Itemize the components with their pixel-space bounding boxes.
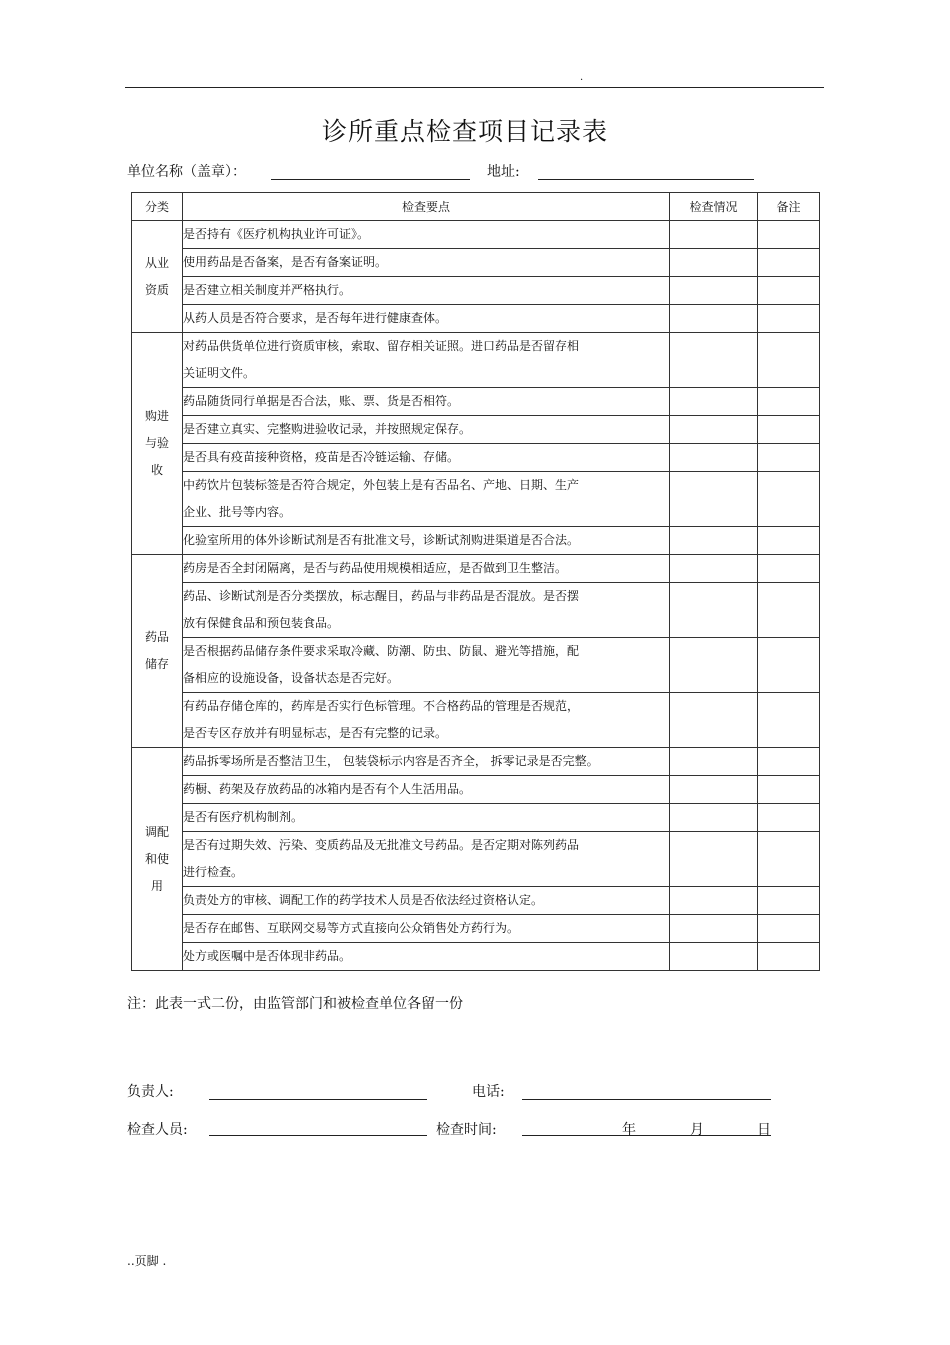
check-point-text: 药橱、药架及存放药品的冰箱内是否有个人生活用品。 xyxy=(183,782,472,796)
remarks-cell[interactable] xyxy=(758,221,820,249)
check-point-cell xyxy=(183,555,670,583)
check-point-text: 使用药品是否备案，是否有备案证明。 xyxy=(183,255,388,269)
check-point-cell xyxy=(183,277,670,305)
remarks-cell[interactable] xyxy=(758,249,820,277)
remarks-cell[interactable] xyxy=(758,804,820,832)
check-point-text: 是否建立相关制度并严格执行。 xyxy=(183,283,352,297)
table-row xyxy=(132,472,820,527)
check-point-cell xyxy=(183,693,670,748)
remarks-cell[interactable] xyxy=(758,444,820,472)
check-point-text: 关证明文件。 xyxy=(183,366,256,380)
inspection-time-label: 检查时间: xyxy=(436,1122,497,1138)
unit-name-field[interactable] xyxy=(271,179,470,180)
check-status-cell[interactable] xyxy=(670,444,758,472)
check-status-cell[interactable] xyxy=(670,776,758,804)
remarks-cell[interactable] xyxy=(758,693,820,748)
check-point-cell xyxy=(183,748,670,776)
year-label: 年 xyxy=(622,1122,636,1138)
remarks-cell[interactable] xyxy=(758,305,820,333)
check-point-text: 是否有医疗机构制剂。 xyxy=(183,810,304,824)
table-row xyxy=(132,776,820,804)
check-status-cell[interactable] xyxy=(670,333,758,388)
check-point-text: 中药饮片包装标签是否符合规定，外包装上是有否品名、产地、日期、生产 xyxy=(183,478,580,492)
check-point-cell xyxy=(183,444,670,472)
check-point-text: 放有保健食品和预包装食品。 xyxy=(183,616,340,630)
table-row xyxy=(132,748,820,776)
check-point-text: 进行检查。 xyxy=(183,865,244,879)
check-status-cell[interactable] xyxy=(670,804,758,832)
check-point-cell xyxy=(183,638,670,693)
address-field[interactable] xyxy=(538,179,754,180)
phone-label: 电话: xyxy=(472,1084,505,1100)
check-status-cell[interactable] xyxy=(670,638,758,693)
category-cell xyxy=(132,748,183,971)
table-row xyxy=(132,277,820,305)
check-point-text: 是否专区存放并有明显标志，是否有完整的记录。 xyxy=(183,726,448,740)
check-point-cell xyxy=(183,416,670,444)
category-text: 用 xyxy=(150,878,163,893)
remarks-cell[interactable] xyxy=(758,638,820,693)
check-point-text: 是否存在邮售、互联网交易等方式直接向公众销售处方药行为。 xyxy=(183,921,520,935)
check-point-text: 是否持有《医疗机构执业许可证》。 xyxy=(183,227,370,241)
category-cell xyxy=(132,555,183,748)
check-point-cell xyxy=(183,943,670,971)
check-point-text: 是否根据药品储存条件要求采取冷藏、防潮、防虫、防鼠、避光等措施，配 xyxy=(183,644,580,658)
check-point-text: 药品随货同行单据是否合法，账、票、货是否相符。 xyxy=(183,394,460,408)
check-point-text: 药品拆零场所是否整洁卫生， 包装袋标示内容是否齐全， 拆零记录是否完整。 xyxy=(183,754,599,768)
table-header-row xyxy=(132,193,820,221)
check-status-cell[interactable] xyxy=(670,748,758,776)
check-status-cell[interactable] xyxy=(670,915,758,943)
check-point-cell xyxy=(183,333,670,388)
check-point-cell xyxy=(183,472,670,527)
check-point-text: 是否具有疫苗接种资格，疫苗是否冷链运输、存储。 xyxy=(183,450,460,464)
check-point-cell xyxy=(183,915,670,943)
check-status-cell[interactable] xyxy=(670,416,758,444)
table-row xyxy=(132,221,820,249)
check-status-cell[interactable] xyxy=(670,943,758,971)
unit-name-label: 单位名称（盖章）： xyxy=(127,164,246,180)
page-title: 诊所重点检查项目记录表 xyxy=(321,117,608,146)
category-text: 收 xyxy=(150,463,163,477)
table-row xyxy=(132,693,820,748)
remarks-cell[interactable] xyxy=(758,915,820,943)
responsible-field[interactable] xyxy=(209,1099,427,1100)
category-cell xyxy=(132,221,183,333)
phone-field[interactable] xyxy=(522,1099,771,1100)
check-status-cell[interactable] xyxy=(670,555,758,583)
header-mark: . xyxy=(580,72,584,83)
remarks-cell[interactable] xyxy=(758,555,820,583)
table-row xyxy=(132,943,820,971)
category-text: 储存 xyxy=(144,657,169,671)
table-row xyxy=(132,305,820,333)
check-status-cell[interactable] xyxy=(670,277,758,305)
category-text: 与验 xyxy=(144,436,169,450)
check-point-cell xyxy=(183,388,670,416)
remarks-cell[interactable] xyxy=(758,748,820,776)
table-row xyxy=(132,333,820,388)
check-point-cell xyxy=(183,527,670,555)
check-status-cell[interactable] xyxy=(670,832,758,887)
page-footer: ..页脚 . xyxy=(127,1254,167,1268)
remarks-cell[interactable] xyxy=(758,887,820,915)
table-row xyxy=(132,388,820,416)
header-rule xyxy=(125,87,824,88)
month-label: 月 xyxy=(690,1122,704,1138)
check-point-text: 处方或医嘱中是否体现非药品。 xyxy=(183,949,352,963)
check-point-cell xyxy=(183,887,670,915)
category-text: 从业 xyxy=(144,255,169,270)
check-point-cell xyxy=(183,249,670,277)
check-point-text: 化验室所用的体外诊断试剂是否有批准文号，诊断试剂购进渠道是否合法。 xyxy=(183,533,580,547)
check-status-cell[interactable] xyxy=(670,887,758,915)
check-point-text: 对药品供货单位进行资质审核，索取、留存相关证照。进口药品是否留存相 xyxy=(183,339,580,353)
remarks-cell[interactable] xyxy=(758,416,820,444)
table-row xyxy=(132,416,820,444)
check-status-cell[interactable] xyxy=(670,221,758,249)
check-status-cell[interactable] xyxy=(670,388,758,416)
inspector-label: 检查人员: xyxy=(127,1122,188,1138)
check-point-text: 企业、批号等内容。 xyxy=(183,505,292,519)
table-row xyxy=(132,638,820,693)
header-check-points: 检查要点 xyxy=(183,193,670,221)
remarks-cell[interactable] xyxy=(758,776,820,804)
table-row xyxy=(132,887,820,915)
check-point-cell xyxy=(183,305,670,333)
table-row xyxy=(132,832,820,887)
category-text: 资质 xyxy=(144,282,169,297)
category-cell xyxy=(132,333,183,555)
table-row xyxy=(132,249,820,277)
table-row xyxy=(132,444,820,472)
check-point-cell xyxy=(183,832,670,887)
check-point-cell xyxy=(183,583,670,638)
remarks-cell[interactable] xyxy=(758,388,820,416)
check-status-cell[interactable] xyxy=(670,583,758,638)
check-point-text: 备相应的设施设备，设备状态是否完好。 xyxy=(183,671,400,685)
remarks-cell[interactable] xyxy=(758,527,820,555)
check-point-cell xyxy=(183,776,670,804)
remarks-cell[interactable] xyxy=(758,472,820,527)
inspector-field[interactable] xyxy=(209,1135,427,1136)
check-point-cell xyxy=(183,804,670,832)
check-status-cell[interactable] xyxy=(670,249,758,277)
check-status-cell[interactable] xyxy=(670,527,758,555)
check-point-text: 从药人员是否符合要求，是否每年进行健康查体。 xyxy=(183,311,448,325)
table-row xyxy=(132,804,820,832)
table-row xyxy=(132,915,820,943)
check-status-cell[interactable] xyxy=(670,305,758,333)
table-row xyxy=(132,583,820,638)
remarks-cell[interactable] xyxy=(758,333,820,388)
check-status-cell[interactable] xyxy=(670,693,758,748)
check-point-text: 负责处方的审核、调配工作的药学技术人员是否依法经过资格认定。 xyxy=(183,893,544,907)
responsible-label: 负责人: xyxy=(127,1084,174,1100)
check-point-text: 药品、诊断试剂是否分类摆放，标志醒目，药品与非药品是否混放。是否摆 xyxy=(183,589,580,603)
table-row xyxy=(132,555,820,583)
inspection-time-field[interactable] xyxy=(522,1135,771,1136)
header-remarks: 备注 xyxy=(758,193,820,221)
check-point-text: 有药品存储仓库的，药库是否实行色标管理。不合格药品的管理是否规范， xyxy=(183,699,580,713)
header-check-status: 检查情况 xyxy=(670,193,758,221)
category-text: 调配 xyxy=(144,824,169,839)
category-text: 购进 xyxy=(144,409,169,423)
inspection-table xyxy=(131,192,820,971)
remarks-cell[interactable] xyxy=(758,277,820,305)
category-text: 和使 xyxy=(144,851,169,866)
check-point-text: 药房是否全封闭隔离，是否与药品使用规模相适应，是否做到卫生整洁。 xyxy=(183,561,568,575)
remarks-cell[interactable] xyxy=(758,943,820,971)
check-point-cell xyxy=(183,221,670,249)
check-point-text: 是否有过期失效、污染、变质药品及无批准文号药品。是否定期对陈列药品 xyxy=(183,838,580,852)
remarks-cell[interactable] xyxy=(758,583,820,638)
category-text: 药品 xyxy=(144,630,169,644)
check-point-text: 是否建立真实、完整购进验收记录，并按照规定保存。 xyxy=(183,422,472,436)
table-row xyxy=(132,527,820,555)
address-label: 地址: xyxy=(487,164,520,180)
day-label: 日 xyxy=(757,1122,771,1138)
header-category: 分类 xyxy=(132,193,183,221)
remarks-cell[interactable] xyxy=(758,832,820,887)
check-status-cell[interactable] xyxy=(670,472,758,527)
table-note: 注：此表一式二份，由监管部门和被检查单位各留一份 xyxy=(127,996,463,1012)
